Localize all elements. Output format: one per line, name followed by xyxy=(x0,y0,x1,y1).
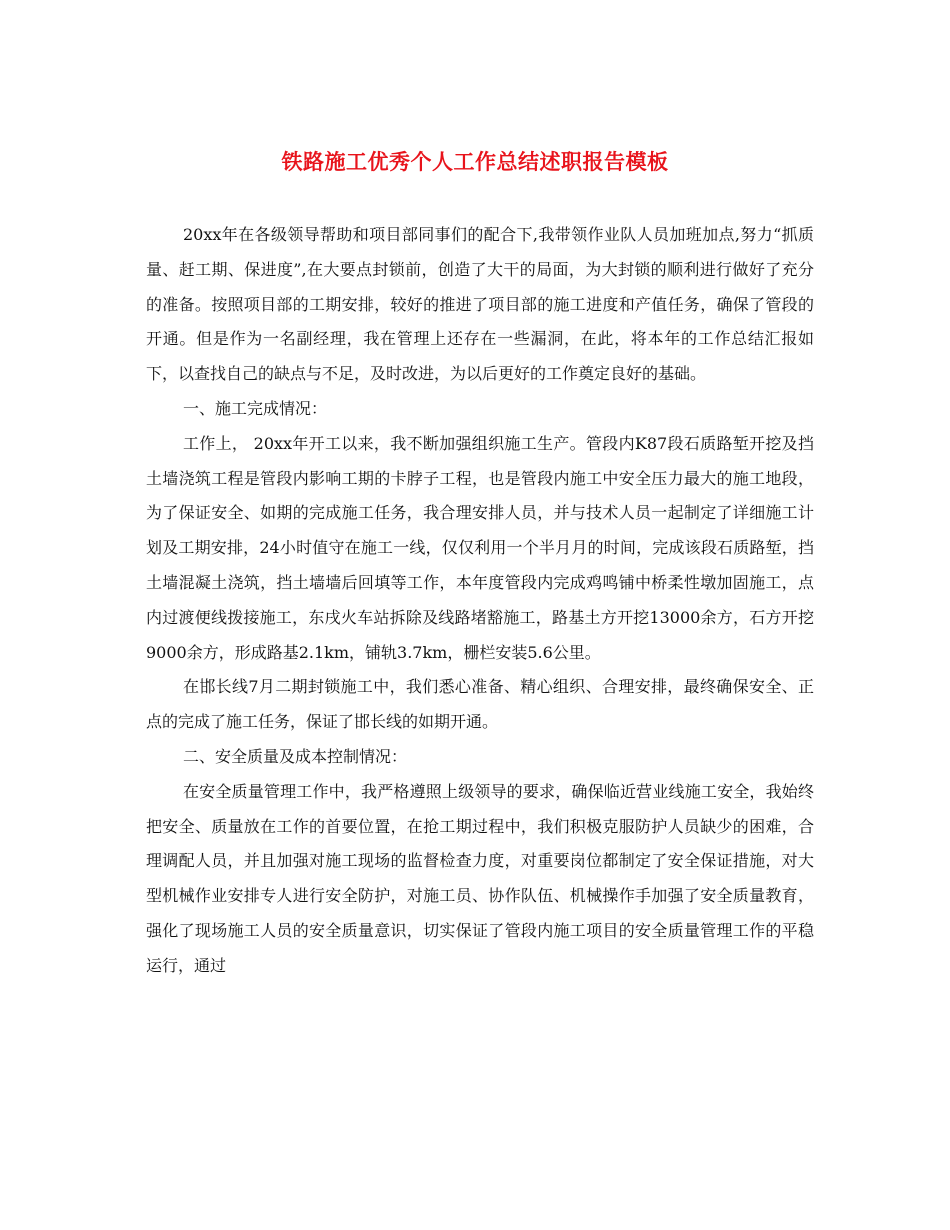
document-body xyxy=(146,218,814,984)
section-heading-safety: 二、安全质量及成本控制情况： xyxy=(183,746,408,766)
safety-paragraph: 在安全质量管理工作中，我严格遵照上级领导的要求，确保临近营业线施工安全，我始终把安全、质量放在工作的首要位置，在抢工期过程中，我们积极克服防护人员缺少的困难，合理调配人员，并且加强对施工现场的监督检查力度，对重要岗位都制定了安全保证措施，对大型机械作业安排专人进行安全防护，对施工员、协作队伍、机械操作手加强了安全质量教育，强化了现场施工人员的安全质量意识，切实保证了管段内施工项目的安全质量管理工作的平稳运行，通过 xyxy=(146,781,814,975)
document-title: 铁路施工优秀个人工作总结述职报告模板 xyxy=(281,149,669,174)
construction-paragraph: 工作上， 20xx年开工以来，我不断加强组织施工生产。管段内K87段石质路堑开挖及挡土墙浇筑工程是管段内影响工期的卡脖子工程，也是管段内施工中安全压力最大的施工地段，为了保证安全、如期的完成施工任务，我合理安排人员，并与技术人员一起制定了详细施工计划及工期安排，24小时值守在施工一线，仅仅利用一个半月月的时间，完成该段石质路堑，挡土墙混凝土浇筑，挡土墙墙后回填等工作，本年度管段内完成鸡鸣铺中桥柔性墩加固施工，点内过渡便线拨接施工，东戌火车站拆除及线路堵豁施工，路基土方开挖13000余方，石方开挖9000余方，形成路基2.1km，铺轨3.7km，栅栏安装5.6公里。 xyxy=(146,433,814,662)
closure-paragraph: 在邯长线7月二期封锁施工中，我们悉心准备、精心组织、合理安排，最终确保安全、正点的完成了施工任务，保证了邯长线的如期开通。 xyxy=(146,677,814,732)
intro-paragraph: 20xx年在各级领导帮助和项目部同事们的配合下,我带领作业队人员加班加点,努力“抓质量、赶工期、保进度”,在大要点封锁前，创造了大干的局面，为大封锁的顺利进行做好了充分的准备。按照项目部的工期安排，较好的推进了项目部的施工进度和产值任务，确保了管段的开通。但是作为一名副经理，我在管理上还存在一些漏洞，在此，将本年的工作总结汇报如下，以查找自己的缺点与不足，及时改进，为以后更好的工作奠定良好的基础。 xyxy=(146,225,814,384)
section-heading-construction: 一、施工完成情况： xyxy=(183,398,328,418)
